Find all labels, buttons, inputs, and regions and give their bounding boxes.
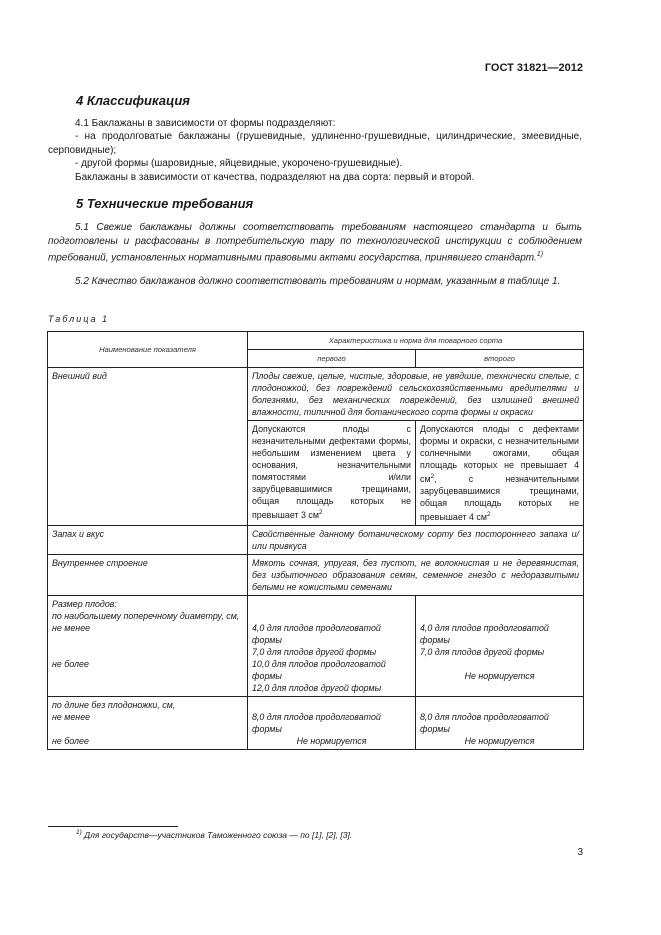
size-min-label: не менее bbox=[52, 622, 91, 633]
size-first-max-b: 12,0 для плодов другой формы bbox=[252, 682, 382, 693]
clause-5-1-text: 5.1 Свежие баклажаны должны соответствовать требованиям настоящего стандарта и быть подготовлены и расфасованы в потребительскую тару по технологической инструкции с соблюдением требований, установленных нормативными правовыми актами государства, принявшего стандарт. bbox=[48, 222, 582, 264]
row-name-smell: Запах и вкус bbox=[48, 525, 248, 554]
length-label: по длине без плодоножки, см, bbox=[52, 699, 176, 710]
footnote bbox=[76, 829, 352, 840]
footnote-ref: 1) bbox=[536, 251, 544, 258]
clause-5-1 bbox=[48, 221, 582, 265]
size-first-max-a: 10,0 для плодов продолговатой формы bbox=[252, 658, 386, 681]
header-grade-second: второго bbox=[416, 350, 584, 368]
unit-sup: 2 bbox=[430, 473, 435, 480]
size-second-min-a: 4,0 для плодов продолговатой формы bbox=[420, 622, 549, 645]
length-second bbox=[416, 696, 584, 749]
length-first-max: Не нормируется bbox=[296, 735, 367, 746]
section-4-title: 4 Классификация bbox=[76, 93, 190, 108]
size-second bbox=[416, 595, 584, 696]
table-row bbox=[48, 595, 584, 696]
size-first bbox=[248, 595, 416, 696]
size-second-min-b: 7,0 для плодов другой формы bbox=[420, 646, 545, 657]
size-second-max: Не нормируется bbox=[464, 670, 535, 681]
unit-sup: 2 bbox=[486, 510, 491, 518]
size-first-min-a: 4,0 для плодов продолговатой формы bbox=[252, 622, 381, 645]
clause-4-1-item-2: - другой формы (шаровидные, яйцевидные, укорочено-грушевидные). bbox=[75, 158, 403, 169]
header-grade-first: первого bbox=[248, 350, 416, 368]
table-row bbox=[48, 525, 584, 554]
size-label: Размер плодов: bbox=[52, 598, 117, 609]
size-first-min-b: 7,0 для плодов другой формы bbox=[252, 646, 377, 657]
length-second-min: 8,0 для плодов продолговатой формы bbox=[420, 711, 549, 734]
table-row bbox=[48, 554, 584, 595]
inner-common: Мякоть сочная, упругая, без пустот, не волокнистая и не деревянистая, без избыточного образования семян, семенное гнездо с недоразвитыми белыми не кожистыми семенами bbox=[248, 554, 584, 595]
unit-sup: 2 bbox=[318, 509, 323, 516]
clause-4-1-item-1: - на продолговатые баклажаны (грушевидные, удлиненно-грушевидные, цилиндрические, змеевидные, серповидные); bbox=[48, 131, 582, 156]
length-first-min: 8,0 для плодов продолговатой формы bbox=[252, 711, 381, 734]
section-5-title: 5 Технические требования bbox=[76, 196, 254, 211]
smell-common: Свойственные данному ботаническому сорту без постороннего запаха и/или привкуса bbox=[248, 525, 584, 554]
table-row bbox=[48, 368, 584, 421]
length-max-label: не более bbox=[52, 735, 89, 746]
table-caption: Таблица 1 bbox=[48, 314, 110, 324]
appearance-first-text: Допускаются плоды с незначительными дефектами формы, небольшим изменением цвета у основания, незначительными помятостями и/или зарубцевавшимися трещинами, общая площадь которых не превышает 3 см bbox=[252, 424, 411, 520]
standard-number: ГОСТ 31821—2012 bbox=[484, 62, 583, 74]
appearance-second bbox=[416, 421, 584, 526]
row-name-appearance: Внешний вид bbox=[48, 368, 248, 526]
requirements-table bbox=[47, 331, 584, 750]
footnote-divider bbox=[48, 826, 178, 827]
appearance-first bbox=[248, 421, 416, 526]
clause-4-1: 4.1 Баклажаны в зависимости от формы подразделяют: bbox=[75, 118, 336, 129]
appearance-second-text: Допускаются плоды с дефектами формы и окраски, с незначительными солнечными ожогами, общая площадь которых не превышает 4 см bbox=[420, 424, 580, 484]
length-first bbox=[248, 696, 416, 749]
clause-4-2: Баклажаны в зависимости от качества, подразделяют на два сорта: первый и второй. bbox=[75, 172, 475, 183]
size-diameter-label: по наибольшему поперечному диаметру, см, bbox=[52, 610, 240, 621]
footnote-text: Для государств—участников Таможенного союза — по [1], [2], [3]. bbox=[84, 829, 353, 840]
page-number: 3 bbox=[577, 847, 583, 858]
length-min-label: не менее bbox=[52, 711, 91, 722]
footnote-mark: 1) bbox=[76, 829, 82, 836]
clause-5-2: 5.2 Качество баклажанов должно соответствовать требованиям и нормам, указанным в таблице 1. bbox=[75, 276, 561, 287]
row-name-length bbox=[48, 696, 248, 749]
size-max-label: не более bbox=[52, 658, 89, 669]
header-grade-group: Характеристика и норма для товарного сорта bbox=[248, 332, 584, 350]
length-second-max: Не нормируется bbox=[464, 735, 535, 746]
table-row bbox=[48, 696, 584, 749]
appearance-common: Плоды свежие, целые, чистые, здоровые, не увядшие, технически спелые, с плодоножкой, без повреждений сельскохозяйственными вредителями и болезнями, без механических повреждений, без излишней внешней влажности, типичной для ботанического сорта формы и окраски bbox=[248, 368, 584, 421]
appearance-second-tail: , с незначительными зарубцевавшимися трещинами, общая площадь которых не превышает 4 см bbox=[420, 473, 580, 522]
row-name-size bbox=[48, 595, 248, 696]
header-indicator-name: Наименование показателя bbox=[48, 332, 248, 368]
row-name-inner: Внутреннее строение bbox=[48, 554, 248, 595]
